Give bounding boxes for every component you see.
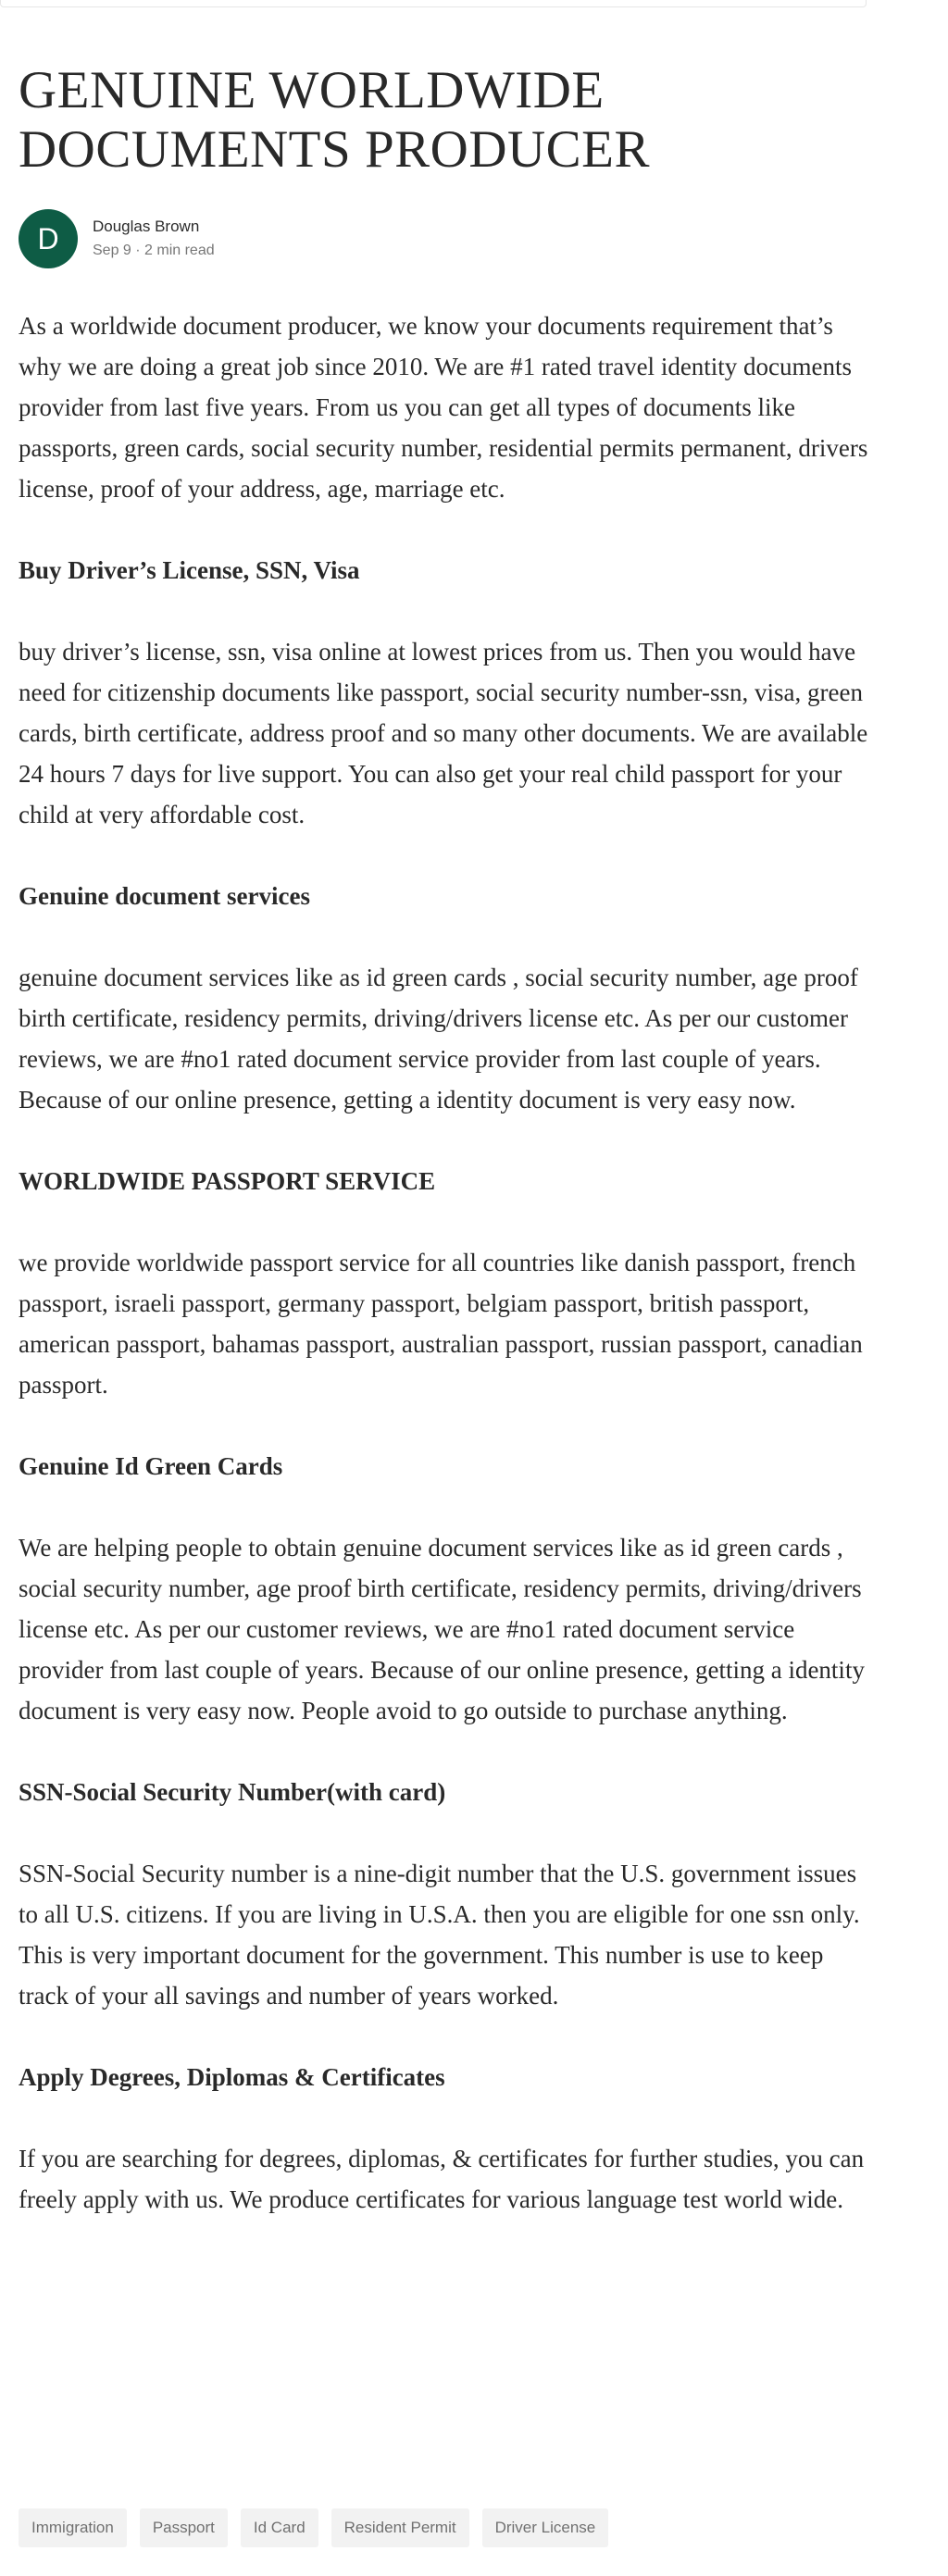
author-name[interactable]: Douglas Brown (93, 218, 200, 235)
paragraph-green-cards: We are helping people to obtain genuine document services like as id green cards , social security number, age proof birth certificate, residency permits, driving/drivers license etc. As per our customer reviews, we are #no1 rated document service provider from last couple of years. Because of our online presence, getting a identity document is very easy now. People avoid to go outside to purchase anything. (19, 1534, 865, 1724)
section-heading-genuine-document-services: Genuine document services (19, 882, 310, 910)
tag-passport[interactable]: Passport (140, 2508, 228, 2547)
section-heading-passport-service: WORLDWIDE PASSPORT SERVICE (19, 1167, 436, 1195)
top-card-edge (0, 0, 867, 7)
paragraph-ssn: SSN-Social Security number is a nine-digit number that the U.S. government issues to all U.S. citizens. If you are living in U.S.A. then you are eligible for one ssn only. This is very important document for the government. This number is use to keep track of your all savings and number of years worked. (19, 1860, 860, 2010)
tag-driver-license[interactable]: Driver License (482, 2508, 609, 2547)
tag-immigration[interactable]: Immigration (19, 2508, 127, 2547)
paragraph-genuine-document-services: genuine document services like as id green cards , social security number, age proof birth certificate, residency permits, driving/drivers license etc. As per our customer reviews, we are #no1 rated document service provider from last couple of years. Because of our online presence, getting a identity document is very easy now. (19, 964, 858, 1114)
author-meta (93, 215, 215, 263)
section-heading-ssn: SSN-Social Security Number(with card) (19, 1778, 446, 1806)
tag-resident-permit[interactable]: Resident Permit (331, 2508, 469, 2547)
publish-date-read-time: Sep 9 · 2 min read (93, 243, 215, 258)
tag-list (19, 2508, 608, 2547)
paragraph-drivers-license: buy driver’s license, ssn, visa online at lowest prices from us. Then you would have need for citizenship documents like passport, social security number-ssn, visa, green cards, birth certificate, address proof and so many other documents. We are available 24 hours 7 days for live support. You can also get your real child passport for your child at very affordable cost. (19, 638, 868, 828)
article (19, 61, 870, 2260)
paragraph-passport-service: we provide worldwide passport service for all countries like danish passport, french passport, israeli passport, germany passport, belgiam passport, british passport, american passport, bahamas passport, australian passport, russian passport, canadian passport. (19, 1249, 863, 1399)
paragraph-degrees: If you are searching for degrees, diplomas, & certificates for further studies, you can freely apply with us. We produce certificates for various language test world wide. (19, 2145, 865, 2213)
article-body (19, 305, 870, 2220)
author-byline (19, 209, 870, 268)
tag-id-card[interactable]: Id Card (241, 2508, 318, 2547)
article-title: GENUINE WORLDWIDE DOCUMENTS PRODUCER (19, 61, 651, 179)
author-avatar[interactable]: D (19, 209, 78, 268)
section-heading-degrees: Apply Degrees, Diplomas & Certificates (19, 2063, 445, 2091)
section-heading-green-cards: Genuine Id Green Cards (19, 1452, 283, 1480)
intro-paragraph: As a worldwide document producer, we know your documents requirement that’s why we are doing a great job since 2010. We are #1 rated travel identity documents provider from last five years. From us you can get all types of documents like passports, green cards, social security number, residential permits permanent, drivers license, proof of your address, age, marriage etc. (19, 312, 868, 503)
section-heading-drivers-license: Buy Driver’s License, SSN, Visa (19, 556, 360, 584)
